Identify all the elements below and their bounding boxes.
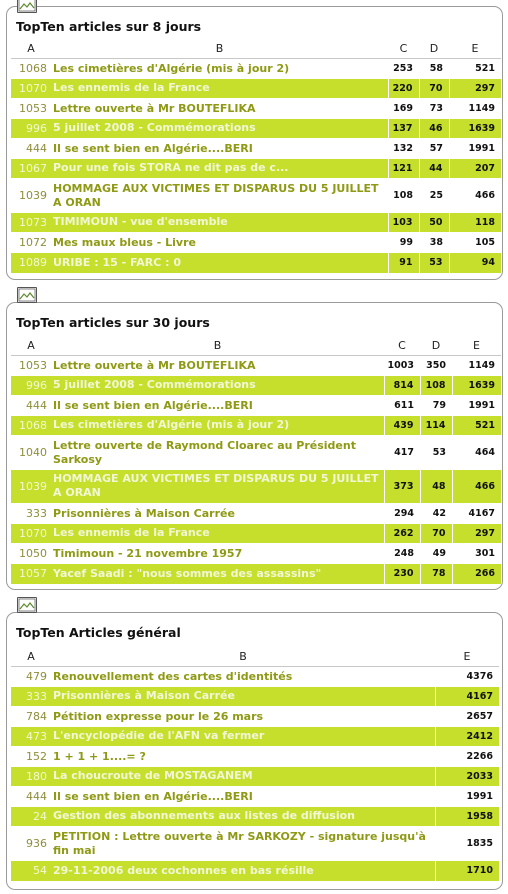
stat-e: 1835 — [466, 838, 493, 850]
table-row — [11, 233, 501, 253]
article-link[interactable]: Pour une fois STORA ne dit pas de c... — [53, 161, 289, 175]
stat-e: 1149 — [468, 103, 495, 115]
article-rank: 1073 — [11, 213, 51, 233]
panel-topten-30-days — [6, 302, 503, 590]
stat-d: 53 — [419, 253, 449, 273]
stat-e: 118 — [449, 213, 501, 233]
stat-d: 350 — [426, 360, 446, 372]
article-link[interactable]: Mes maux bleus - Livre — [53, 235, 196, 249]
article-rank: 1053 — [19, 359, 47, 373]
article-rank: 24 — [11, 807, 51, 827]
article-rank: 1068 — [19, 62, 47, 76]
article-link[interactable]: Lettre ouverte à Mr BOUTEFLIKA — [53, 358, 256, 372]
stat-e: 105 — [475, 237, 495, 249]
stat-c: 814 — [384, 376, 420, 396]
stat-e: 4376 — [466, 671, 493, 683]
article-link[interactable]: HOMMAGE AUX VICTIMES ET DISPARUS DU 5 JUILLET A ORAN — [53, 472, 379, 500]
table-row — [11, 139, 501, 159]
stat-e: 1991 — [468, 400, 495, 412]
image-icon — [17, 597, 37, 613]
column-header-a: A — [11, 39, 51, 59]
stat-c: 230 — [384, 564, 420, 584]
article-link[interactable]: HOMMAGE AUX VICTIMES ET DISPARUS DU 5 JUILLET A ORAN — [53, 181, 379, 209]
stat-e: 1149 — [468, 360, 495, 372]
stat-d: 108 — [420, 376, 452, 396]
article-rank: 996 — [11, 376, 51, 396]
table-row — [11, 687, 499, 707]
article-rank: 54 — [11, 861, 51, 881]
table-row — [11, 787, 499, 807]
article-rank: 1053 — [19, 102, 47, 116]
stat-c: 103 — [388, 213, 419, 233]
stat-e: 2657 — [466, 711, 493, 723]
stat-c: 220 — [388, 79, 419, 99]
article-link[interactable]: Il se sent bien en Algérie....BERI — [53, 398, 253, 412]
stat-e: 301 — [475, 548, 495, 560]
table-row — [11, 827, 499, 861]
table-row — [11, 861, 499, 881]
stat-c: 137 — [388, 119, 419, 139]
stat-e: 1991 — [466, 791, 493, 803]
article-rank: 1070 — [11, 79, 51, 99]
stat-c: 373 — [384, 470, 420, 504]
article-rank: 936 — [26, 837, 47, 851]
stat-e: 1639 — [452, 376, 501, 396]
stat-e: 466 — [452, 470, 501, 504]
stat-d: 50 — [419, 213, 449, 233]
stat-e: 266 — [452, 564, 501, 584]
stat-d: 25 — [429, 190, 443, 202]
stat-d: 114 — [420, 416, 452, 436]
table-row — [11, 564, 501, 584]
stat-c: 248 — [394, 548, 414, 560]
stat-e: 4167 — [435, 687, 499, 707]
stat-c: 611 — [394, 400, 414, 412]
column-header-c: C — [388, 39, 419, 59]
column-header-b: B — [51, 336, 384, 356]
table-row — [11, 213, 501, 233]
stat-d: 53 — [432, 447, 446, 459]
image-icon — [17, 0, 37, 13]
stat-e: 1639 — [449, 119, 501, 139]
article-rank: 444 — [26, 399, 47, 413]
stat-d: 78 — [420, 564, 452, 584]
article-link[interactable]: Gestion des abonnements aux listes de diffusion — [53, 809, 355, 823]
article-rank: 1050 — [19, 547, 47, 561]
stat-e: 1958 — [435, 807, 499, 827]
table-row — [11, 179, 501, 213]
table-row — [11, 524, 501, 544]
table-row — [11, 747, 499, 767]
table-row — [11, 99, 501, 119]
panel-topten-8-days — [6, 6, 503, 280]
stat-c: 1003 — [387, 360, 414, 372]
table-row — [11, 159, 501, 179]
article-link[interactable]: Les cimetières d'Algérie (mis à jour 2) — [53, 418, 290, 432]
article-rank: 1070 — [11, 524, 51, 544]
table-row — [11, 253, 501, 273]
table-row — [11, 119, 501, 139]
article-rank: 444 — [26, 142, 47, 156]
article-link[interactable]: Pétition expresse pour le 26 mars — [53, 709, 264, 723]
article-link[interactable]: 5 juillet 2008 - Commémorations — [53, 121, 256, 135]
stat-c: 294 — [394, 508, 414, 520]
article-link[interactable]: Yacef Saadi : "nous sommes des assassins" — [53, 566, 322, 580]
stat-e: 4167 — [468, 508, 495, 520]
article-rank: 996 — [11, 119, 51, 139]
stat-d: 38 — [429, 237, 443, 249]
stat-c: 99 — [399, 237, 413, 249]
panel-title: TopTen Articles général — [16, 625, 181, 640]
column-header-a: A — [11, 647, 51, 667]
article-rank: 1039 — [19, 189, 47, 203]
stat-d: 70 — [419, 79, 449, 99]
article-rank: 1067 — [11, 159, 51, 179]
topten-table — [11, 647, 499, 881]
article-link[interactable]: Les ennemis de la France — [53, 81, 210, 95]
article-link[interactable]: Renouvellement des cartes d'identités — [53, 669, 293, 683]
article-rank: 1072 — [19, 236, 47, 250]
column-header-e: E — [452, 336, 501, 356]
stat-c: 91 — [388, 253, 419, 273]
article-link[interactable]: TIMIMOUN - vue d'ensemble — [53, 215, 228, 229]
article-link[interactable]: 1 + 1 + 1....= ? — [53, 749, 146, 763]
table-row — [11, 807, 499, 827]
stat-e: 94 — [449, 253, 501, 273]
article-link[interactable]: 5 juillet 2008 - Commémorations — [53, 378, 256, 392]
article-link[interactable]: Lettre ouverte de Raymond Cloarec au Président Sarkosy — [53, 438, 356, 466]
table-row — [11, 707, 499, 727]
column-header-e: E — [449, 39, 501, 59]
column-header-d: D — [420, 336, 452, 356]
stat-d: 44 — [419, 159, 449, 179]
column-header-c: C — [384, 336, 420, 356]
article-rank: 1068 — [11, 416, 51, 436]
article-link[interactable]: Lettre ouverte à Mr BOUTEFLIKA — [53, 101, 256, 115]
article-rank: 1039 — [11, 470, 51, 504]
stat-c: 121 — [388, 159, 419, 179]
article-rank: 444 — [26, 790, 47, 804]
stat-c: 439 — [384, 416, 420, 436]
article-rank: 1040 — [19, 446, 47, 460]
stat-e: 297 — [452, 524, 501, 544]
stat-e: 2266 — [466, 751, 493, 763]
stat-d: 49 — [432, 548, 446, 560]
stat-e: 207 — [449, 159, 501, 179]
table-row — [11, 504, 501, 524]
column-header-a: A — [11, 336, 51, 356]
stat-d: 42 — [432, 508, 446, 520]
stat-e: 521 — [475, 63, 495, 75]
stat-d: 73 — [429, 103, 443, 115]
article-link[interactable]: Prisonnières à Maison Carrée — [53, 689, 235, 703]
stat-c: 108 — [393, 190, 413, 202]
stat-e: 2412 — [435, 727, 499, 747]
column-header-b: B — [51, 647, 435, 667]
article-rank: 1057 — [11, 564, 51, 584]
table-row — [11, 396, 501, 416]
stat-e: 1710 — [435, 861, 499, 881]
stat-e: 2033 — [435, 767, 499, 787]
table-row — [11, 544, 501, 564]
table-row — [11, 767, 499, 787]
stat-e: 466 — [475, 190, 495, 202]
table-row — [11, 79, 501, 99]
article-rank: 333 — [11, 687, 51, 707]
table-row — [11, 376, 501, 396]
panel-title: TopTen articles sur 30 jours — [16, 315, 210, 330]
stat-d: 70 — [420, 524, 452, 544]
column-header-b: B — [51, 39, 388, 59]
topten-table — [11, 39, 501, 273]
article-link[interactable]: Les ennemis de la France — [53, 526, 210, 540]
article-link[interactable]: Prisonnières à Maison Carrée — [53, 506, 235, 520]
stat-d: 48 — [420, 470, 452, 504]
stat-c: 417 — [394, 447, 414, 459]
article-rank: 180 — [11, 767, 51, 787]
stat-d: 57 — [429, 143, 443, 155]
stat-e: 1991 — [468, 143, 495, 155]
image-icon — [17, 287, 37, 303]
article-link[interactable]: Il se sent bien en Algérie....BERI — [53, 789, 253, 803]
table-row — [11, 416, 501, 436]
article-rank: 479 — [26, 670, 47, 684]
article-link[interactable]: PETITION : Lettre ouverte à Mr SARKOZY - signature jusqu'à fin mai — [53, 829, 426, 857]
article-link[interactable]: 29-11-2006 deux cochonnes en bas résille — [53, 863, 314, 877]
table-row — [11, 470, 501, 504]
article-link[interactable]: L'encyclopédie de l'AFN va fermer — [53, 729, 265, 743]
article-link[interactable]: URIBE : 15 - FARC : 0 — [53, 255, 182, 269]
article-link[interactable]: Les cimetières d'Algérie (mis à jour 2) — [53, 61, 290, 75]
article-rank: 784 — [26, 710, 47, 724]
table-row — [11, 356, 501, 376]
stat-d: 58 — [429, 63, 443, 75]
table-row — [11, 727, 499, 747]
article-link[interactable]: La choucroute de MOSTAGANEM — [53, 769, 253, 783]
table-row — [11, 59, 501, 79]
stat-e: 521 — [452, 416, 501, 436]
stat-d: 46 — [419, 119, 449, 139]
table-row — [11, 667, 499, 687]
table-row — [11, 436, 501, 470]
topten-table — [11, 336, 501, 584]
article-rank: 473 — [11, 727, 51, 747]
article-rank: 333 — [26, 507, 47, 521]
stat-c: 169 — [393, 103, 413, 115]
panel-title: TopTen articles sur 8 jours — [16, 19, 202, 34]
stat-c: 132 — [393, 143, 413, 155]
article-link[interactable]: Il se sent bien en Algérie....BERI — [53, 141, 253, 155]
stat-c: 253 — [393, 63, 413, 75]
stat-e: 464 — [475, 447, 495, 459]
panel-topten-general — [6, 612, 503, 890]
article-rank: 1089 — [11, 253, 51, 273]
column-header-e: E — [435, 647, 499, 667]
article-rank: 152 — [26, 750, 47, 764]
stat-c: 262 — [384, 524, 420, 544]
stat-e: 297 — [449, 79, 501, 99]
column-header-d: D — [419, 39, 449, 59]
article-link[interactable]: Timimoun - 21 novembre 1957 — [53, 546, 243, 560]
stat-d: 79 — [432, 400, 446, 412]
